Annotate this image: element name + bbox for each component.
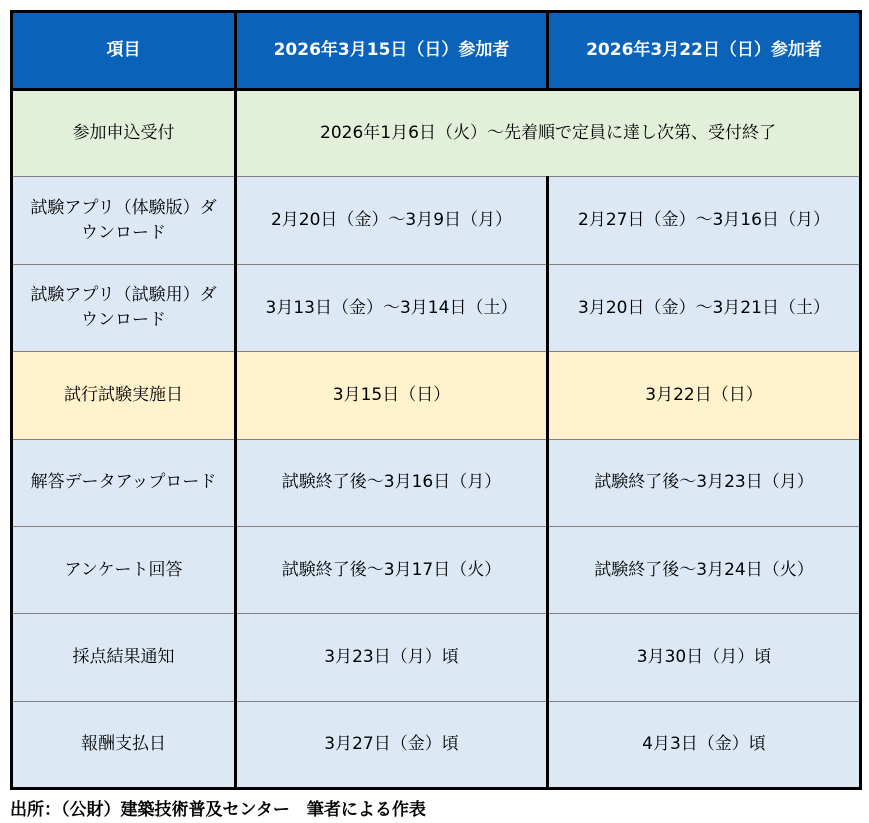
session-1-cell: 3月13日（金）～3月14日（土） xyxy=(236,264,548,351)
schedule-table xyxy=(10,10,862,790)
session-1-cell: 3月27日（金）頃 xyxy=(236,701,548,788)
table-row xyxy=(12,439,861,526)
row-label: 報酬支払日 xyxy=(12,701,236,788)
table-row xyxy=(12,614,861,701)
session-1-cell: 3月15日（日） xyxy=(236,352,548,439)
session-2-cell: 3月22日（日） xyxy=(548,352,861,439)
session-2-cell: 試験終了後～3月23日（月） xyxy=(548,439,861,526)
source-note: 出所：（公財）建築技術普及センター 筆者による作表 xyxy=(10,800,426,820)
session-2-cell: 試験終了後～3月24日（火） xyxy=(548,526,861,613)
row-label: 解答データアップロード xyxy=(12,439,236,526)
header-session-2: 2026年3月22日（日）参加者 xyxy=(548,12,861,90)
session-1-cell: 試験終了後～3月17日（火） xyxy=(236,526,548,613)
session-1-cell: 3月23日（月）頃 xyxy=(236,614,548,701)
row-label: 採点結果通知 xyxy=(12,614,236,701)
session-2-cell: 3月20日（金）～3月21日（土） xyxy=(548,264,861,351)
row-label: 試験アプリ（試験用）ダウンロード xyxy=(12,264,236,351)
header-row xyxy=(12,12,861,90)
merged-cell: 2026年1月6日（火）～先着順で定員に達し次第、受付終了 xyxy=(236,90,861,177)
header-session-1: 2026年3月15日（日）参加者 xyxy=(236,12,548,90)
session-2-cell: 4月3日（金）頃 xyxy=(548,701,861,788)
row-label: 試験アプリ（体験版）ダウンロード xyxy=(12,177,236,264)
session-1-cell: 2月20日（金）～3月9日（月） xyxy=(236,177,548,264)
session-1-cell: 試験終了後～3月16日（月） xyxy=(236,439,548,526)
header-item: 項目 xyxy=(12,12,236,90)
table-row xyxy=(12,264,861,351)
table-row xyxy=(12,90,861,177)
session-2-cell: 3月30日（月）頃 xyxy=(548,614,861,701)
row-label: 試行試験実施日 xyxy=(12,352,236,439)
table-row xyxy=(12,701,861,788)
table-row xyxy=(12,352,861,439)
table-row xyxy=(12,177,861,264)
row-label: 参加申込受付 xyxy=(12,90,236,177)
table-row xyxy=(12,526,861,613)
row-label: アンケート回答 xyxy=(12,526,236,613)
session-2-cell: 2月27日（金）～3月16日（月） xyxy=(548,177,861,264)
